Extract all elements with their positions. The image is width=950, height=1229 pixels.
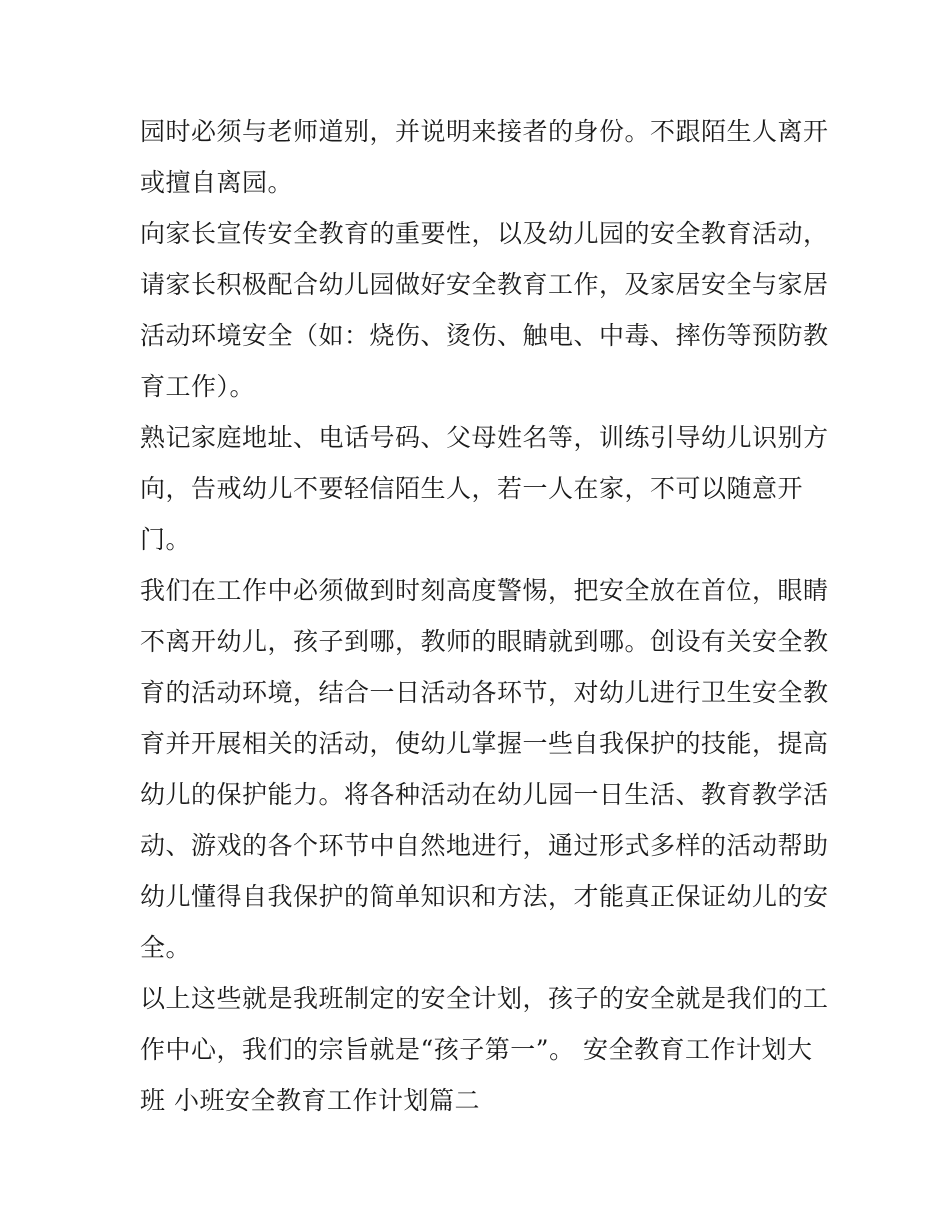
text-line: 育工作）。 bbox=[140, 372, 256, 401]
document-body bbox=[140, 106, 830, 1126]
text-line: 全。 bbox=[140, 933, 192, 962]
text-line: 班 小班安全教育工作计划篇二 bbox=[140, 1086, 480, 1115]
text-line: 门。 bbox=[140, 525, 192, 554]
text-line: 动、游戏的各个环节中自然地进行，通过形式多样的活动帮助 bbox=[140, 831, 829, 860]
text-line: 育的活动环境，结合一日活动各环节，对幼儿进行卫生安全教 bbox=[140, 678, 829, 707]
text-line: 幼儿懂得自我保护的简单知识和方法，才能真正保证幼儿的安 bbox=[140, 882, 829, 911]
text-line: 熟记家庭地址、电话号码、父母姓名等，训练引导幼儿识别方 bbox=[140, 423, 829, 452]
text-line: 活动环境安全（如：烧伤、烫伤、触电、中毒、摔伤等预防教 bbox=[140, 321, 829, 350]
text-line: 作中心，我们的宗旨就是“孩子第一”。 安全教育工作计划大 bbox=[140, 1035, 813, 1064]
text-line: 不离开幼儿，孩子到哪，教师的眼睛就到哪。创设有关安全教 bbox=[140, 627, 829, 656]
text-line: 向家长宣传安全教育的重要性，以及幼儿园的安全教育活动， bbox=[140, 219, 829, 248]
text-line: 育并开展相关的活动，使幼儿掌握一些自我保护的技能，提高 bbox=[140, 729, 829, 758]
text-line: 或擅自离园。 bbox=[140, 168, 294, 197]
text-line: 向，告戒幼儿不要轻信陌生人，若一人在家，不可以随意开 bbox=[140, 474, 804, 503]
text-line: 请家长积极配合幼儿园做好安全教育工作，及家居安全与家居 bbox=[140, 270, 829, 299]
text-line: 幼儿的保护能力。将各种活动在幼儿园一日生活、教育教学活 bbox=[140, 780, 829, 809]
text-line: 以上这些就是我班制定的安全计划，孩子的安全就是我们的工 bbox=[140, 984, 829, 1013]
text-line: 园时必须与老师道别，并说明来接者的身份。不跟陌生人离开 bbox=[140, 117, 829, 146]
text-line: 我们在工作中必须做到时刻高度警惕，把安全放在首位，眼睛 bbox=[140, 576, 829, 605]
